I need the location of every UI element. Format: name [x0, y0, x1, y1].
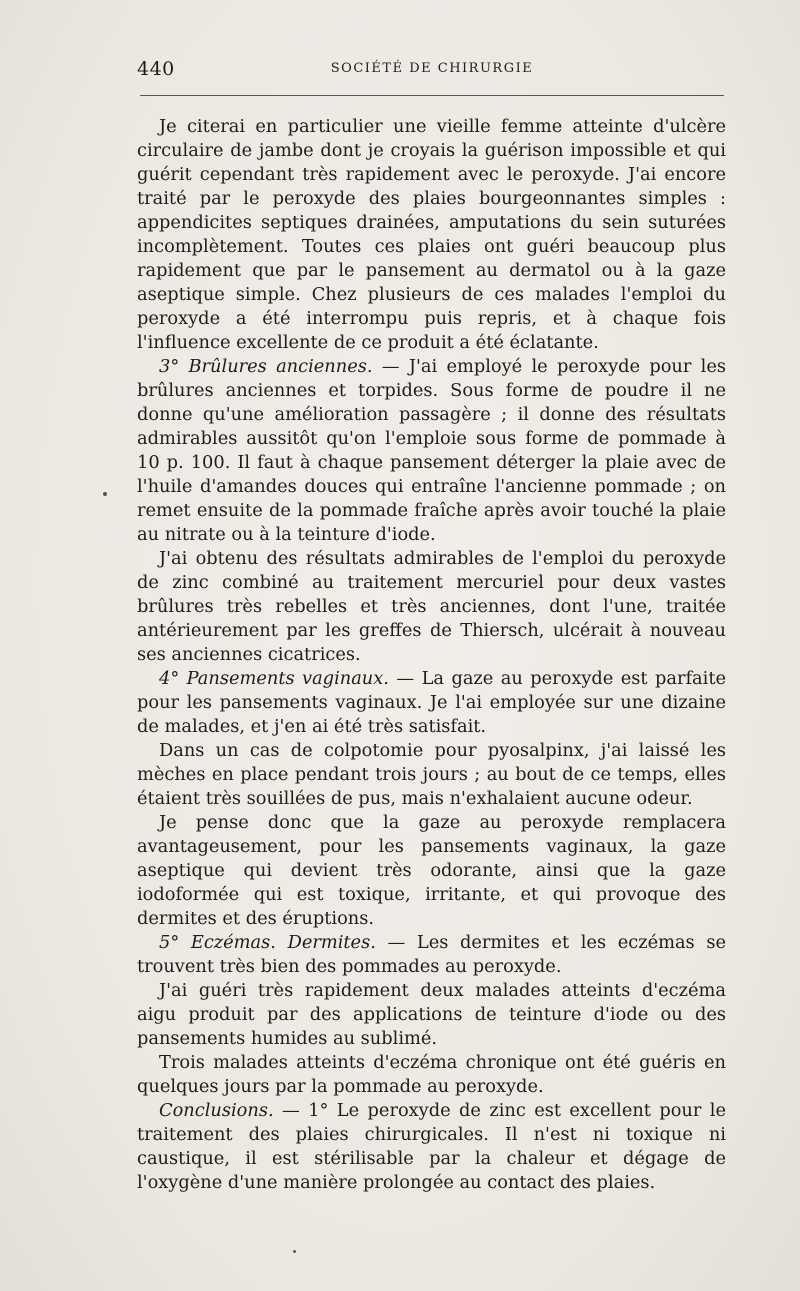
paragraph — [137, 1099, 726, 1195]
paragraph-text: Dans un cas de colpotomie pour pyosalpinx, j'ai laissé les mèches en place pendant trois jours ; au bout de ce temps, elles étaient très souillées de pus, mais n'exhalaient aucune odeur. — [137, 740, 726, 809]
paragraph-lead: 5° Eczémas. Dermites. — [159, 932, 376, 953]
page-header — [137, 58, 727, 88]
paragraph — [137, 931, 726, 979]
paragraph-text: Trois malades atteints d'eczéma chronique ont été guéris en quelques jours par la pommade au peroxyde. — [137, 1052, 726, 1097]
paragraph-text: — La gaze au peroxyde est parfaite pour les pansements vaginaux. Je l'ai employée sur une dizaine de malades, et j'en ai été très satisfait. — [137, 668, 726, 737]
paragraph — [137, 115, 726, 355]
paragraph-lead: 4° Pansements vaginaux. — [159, 668, 389, 689]
paragraph-lead: 3° Brûlures anciennes. — [159, 356, 373, 377]
paragraph — [137, 1051, 726, 1099]
paragraph-text: — 1° Le peroxyde de zinc est excellent pour le traitement des plaies chirurgicales. Il n'est ni toxique ni caustique, il est stérilisable par la chaleur et dégage de l'oxygène d'une manière prolongée au contact des plaies. — [137, 1100, 726, 1193]
paragraph — [137, 739, 726, 811]
ink-speck — [293, 1250, 296, 1253]
ink-speck — [103, 492, 107, 496]
paragraph-lead: Conclusions. — [159, 1100, 274, 1121]
paragraph-text: Je pense donc que la gaze au peroxyde remplacera avantageusement, pour les pansements vaginaux, la gaze aseptique qui devient très odorante, ainsi que la gaze iodoformée qui est toxique, irritante, et qui provoque des dermites et des éruptions. — [137, 812, 726, 929]
paragraph-text: J'ai guéri très rapidement deux malades atteints d'eczéma aigu produit par des applications de teinture d'iode ou des pansements humides au sublimé. — [137, 980, 726, 1049]
paragraph — [137, 355, 726, 547]
paragraph — [137, 667, 726, 739]
header-rule — [140, 95, 724, 96]
paragraph-text: — J'ai employé le peroxyde pour les brûlures anciennes et torpides. Sous forme de poudre il ne donne qu'une amélioration passagère ; il donne des résultats admirables aussitôt qu'on l'emploie sous forme de pommade à 10 p. 100. Il faut à chaque pansement déterger la plaie avec de l'huile d'amandes douces qui entraîne l'ancienne pommade ; on remet ensuite de la pommade fraîche après avoir touché la plaie au nitrate ou à la teinture d'iode. — [137, 356, 726, 545]
page-number: 440 — [137, 58, 175, 80]
paragraph-text: Je citerai en particulier une vieille femme atteinte d'ulcère circulaire de jambe dont je croyais la guérison impossible et qui guérit cependant très rapidement avec le peroxyde. J'ai encore traité par le peroxyde des plaies bourgeonnantes simples : appendicites septiques drainées, amputations du sein suturées incomplètement. Toutes ces plaies ont guéri beaucoup plus rapidement que par le pansement au dermatol ou à la gaze aseptique simple. Chez plusieurs de ces malades l'emploi du peroxyde a été interrompu puis repris, et à chaque fois l'influence excellente de ce produit a été éclatante. — [137, 116, 726, 353]
running-head: SOCIÉTÉ DE CHIRURGIE — [330, 61, 534, 76]
paragraph — [137, 979, 726, 1051]
paragraph — [137, 547, 726, 667]
paragraph-text: — Les dermites et les eczémas se trouvent très bien des pommades au peroxyde. — [137, 932, 726, 977]
paragraph — [137, 811, 726, 931]
paragraph-text: J'ai obtenu des résultats admirables de l'emploi du peroxyde de zinc combiné au traitement mercuriel pour deux vastes brûlures très rebelles et très anciennes, dont l'une, traitée antérieurement par les greffes de Thiersch, ulcérait à nouveau ses anciennes cicatrices. — [137, 548, 726, 665]
body-text — [137, 115, 726, 1195]
